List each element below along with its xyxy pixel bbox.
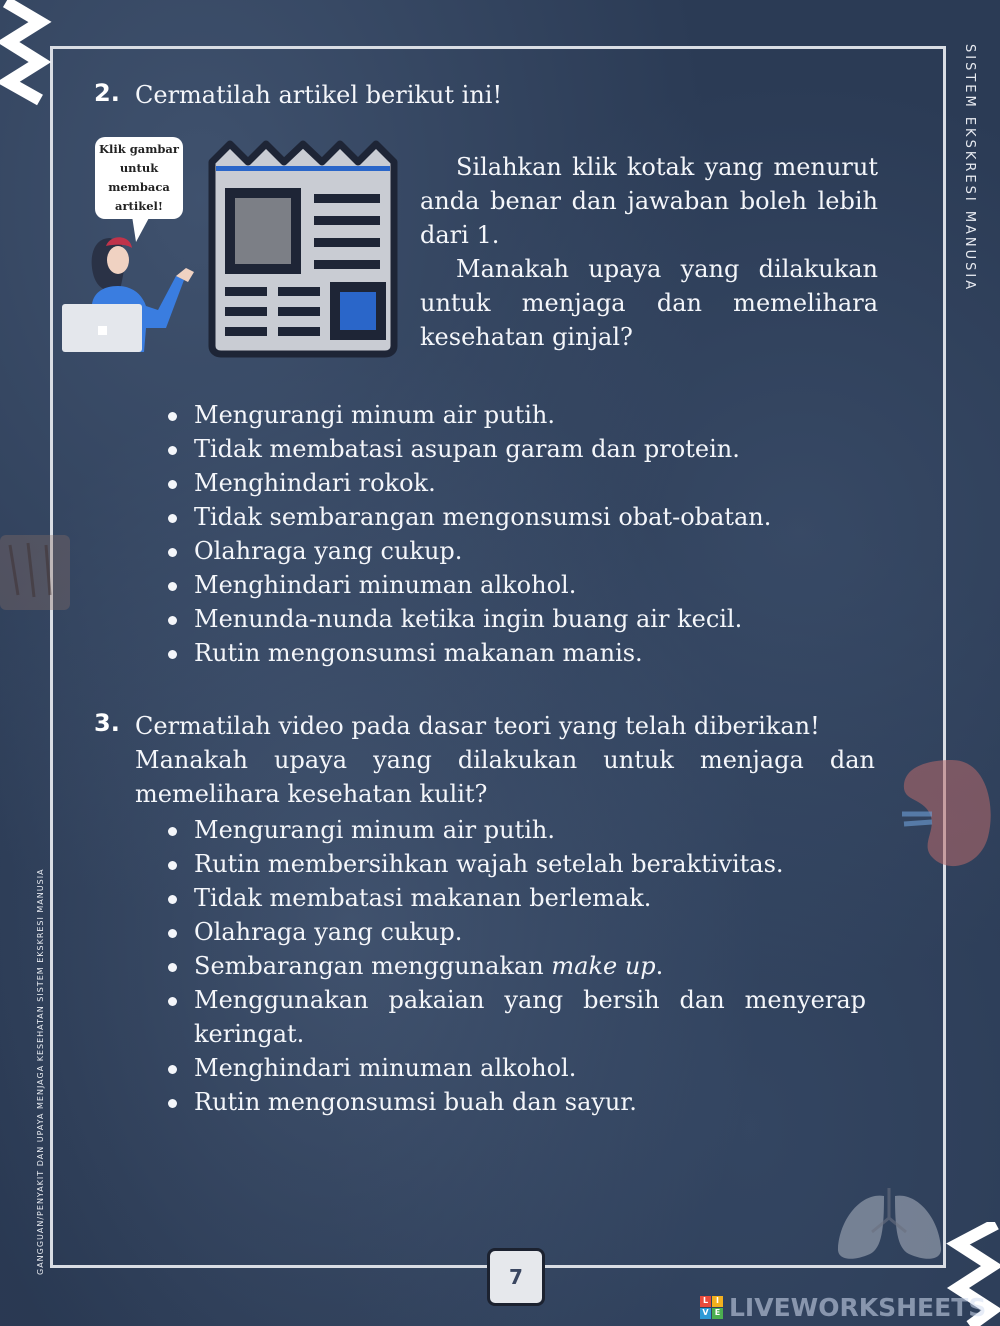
side-footer: GANGGUAN/PENYAKIT DAN UPAYA MENJAGA KESEHATAN SISTEM EKSKRESI MANUSIA [36, 868, 45, 1275]
question-2-options [166, 398, 886, 670]
question-3-option[interactable]: Mengurangi minum air putih. [166, 813, 866, 847]
question-2-number: 2. [94, 79, 120, 107]
question-2-option[interactable]: Rutin mengonsumsi makanan manis. [166, 636, 886, 670]
question-3-option[interactable]: Menghindari minuman alkohol. [166, 1051, 866, 1085]
question-2-option[interactable]: Menghindari minuman alkohol. [166, 568, 886, 602]
option-text: Sembarangan menggunakan [194, 952, 552, 980]
question-2-option[interactable]: Menunda-nunda ketika ingin buang air kecil. [166, 602, 886, 636]
question-2-option[interactable]: Tidak sembarangan mengonsumsi obat-obatan. [166, 500, 886, 534]
zigzag-decoration-top [0, 0, 60, 110]
side-title: SISTEM EKSKRESI MANUSIA [962, 44, 977, 293]
question-2-option[interactable]: Olahraga yang cukup. [166, 534, 886, 568]
logo-letter: V [700, 1308, 711, 1319]
question-2-instruction: Silahkan klik kotak yang menurut anda benar dan jawaban boleh lebih dari 1. [420, 153, 878, 249]
liveworksheets-watermark [700, 1292, 995, 1322]
question-2-option[interactable]: Menghindari rokok. [166, 466, 886, 500]
logo-letter: L [700, 1296, 711, 1307]
logo-letter: I [712, 1296, 723, 1307]
option-text: . [655, 952, 664, 980]
option-text-italic: make up [551, 952, 656, 980]
question-2-title: Cermatilah artikel berikut ini! [135, 81, 503, 109]
question-3-option[interactable]: Rutin membersihkan wajah setelah beraktivitas. [166, 847, 866, 881]
question-3-option[interactable]: Rutin mengonsumsi buah dan sayur. [166, 1085, 866, 1119]
question-2-instruction-block [420, 150, 878, 354]
newspaper-icon[interactable] [206, 132, 400, 358]
question-3-text-block [135, 709, 875, 811]
question-2-option[interactable]: Mengurangi minum air putih. [166, 398, 886, 432]
question-3-question: Manakah upaya yang dilakukan untuk menjaga dan memelihara kesehatan kulit? [135, 746, 875, 808]
question-3-title: Cermatilah video pada dasar teori yang telah diberikan! [135, 712, 820, 740]
question-3-option[interactable]: Menggunakan pakaian yang bersih dan menyerap keringat. [166, 983, 866, 1051]
kidney-icon [892, 752, 992, 877]
liveworksheets-logo-icon [700, 1296, 723, 1319]
logo-letter: E [712, 1308, 723, 1319]
question-3-option[interactable] [166, 949, 866, 983]
speech-bubble: Klik gambar untuk membaca artikel! [95, 137, 183, 219]
page-number: 7 [487, 1248, 545, 1306]
question-3-options [166, 813, 866, 1119]
question-2-option[interactable]: Tidak membatasi asupan garam dan protein. [166, 432, 886, 466]
question-3-option[interactable]: Tidak membatasi makanan berlemak. [166, 881, 866, 915]
question-3-option[interactable]: Olahraga yang cukup. [166, 915, 866, 949]
brand-text: LIVEWORKSHEETS [729, 1292, 987, 1322]
skin-section-icon [0, 525, 75, 615]
lungs-icon [832, 1188, 947, 1268]
question-2-question: Manakah upaya yang dilakukan untuk menjaga dan memelihara kesehatan ginjal? [420, 255, 878, 351]
question-3-number: 3. [94, 709, 120, 737]
woman-laptop-illustration[interactable] [58, 232, 208, 354]
